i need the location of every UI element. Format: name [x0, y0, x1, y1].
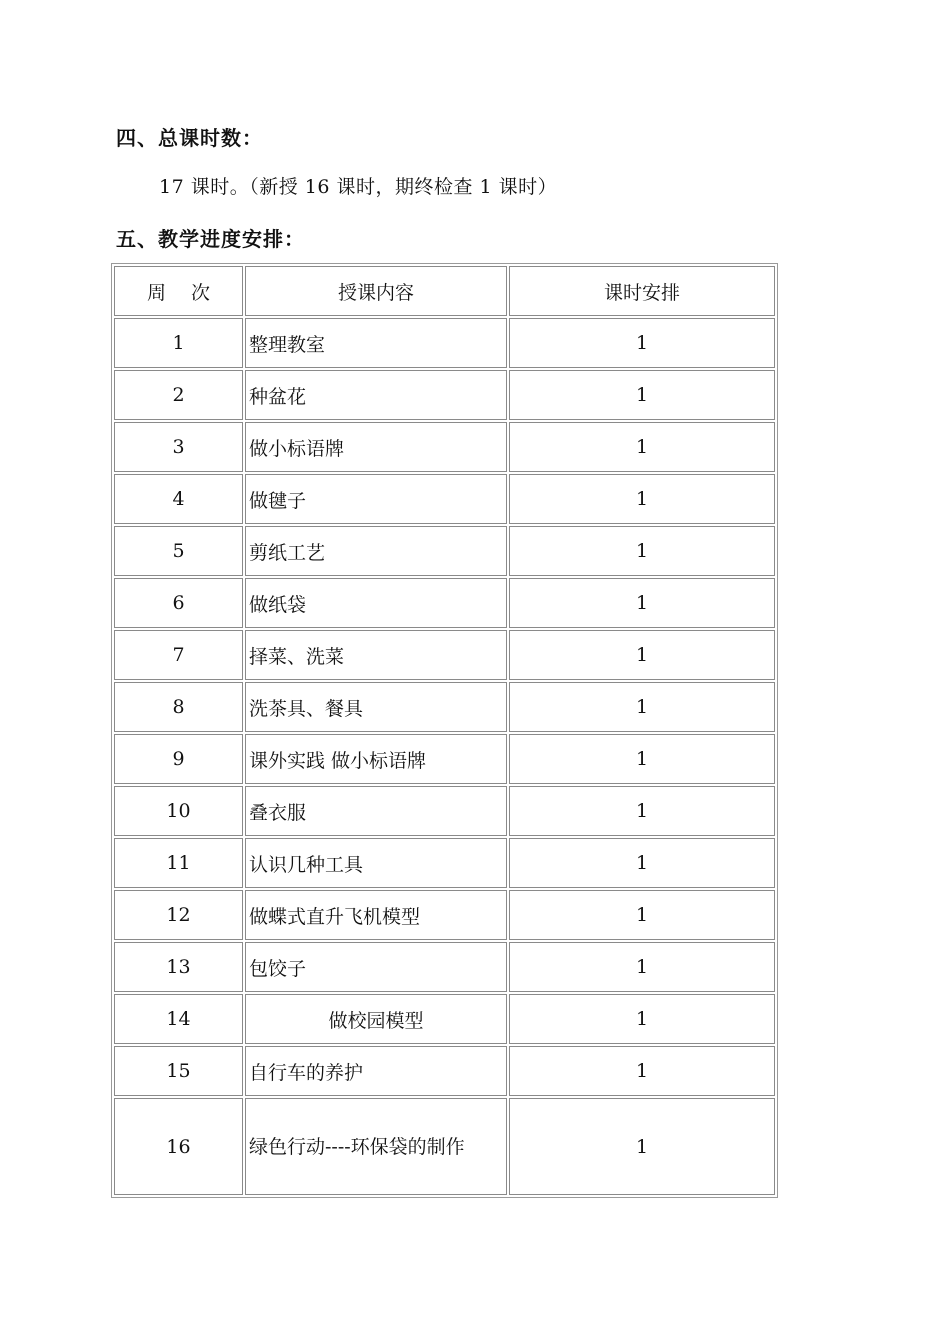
cell-hours: 1: [509, 994, 775, 1044]
schedule-table: [111, 263, 778, 1198]
cell-hours: 1: [509, 734, 775, 784]
table-row: [114, 318, 775, 368]
cell-week: 12: [114, 890, 243, 940]
cell-week: 1: [114, 318, 243, 368]
table-row: [114, 526, 775, 576]
cell-content: 自行车的养护: [245, 1046, 507, 1096]
cell-hours: 1: [509, 1046, 775, 1096]
cell-hours: 1: [509, 630, 775, 680]
cell-hours: 1: [509, 474, 775, 524]
cell-week: 7: [114, 630, 243, 680]
cell-content: 做毽子: [245, 474, 507, 524]
cell-week: 14: [114, 994, 243, 1044]
cell-content: 叠衣服: [245, 786, 507, 836]
total-hours-text: 17 课时。（新授 16 课时，期终检查 1 课时）: [159, 176, 558, 198]
section-4-heading: 四、总课时数：: [116, 126, 263, 150]
table-row: [114, 630, 775, 680]
table-header-row: [114, 266, 775, 316]
cell-week: 3: [114, 422, 243, 472]
cell-content: 做蝶式直升飞机模型: [245, 890, 507, 940]
cell-content: 种盆花: [245, 370, 507, 420]
cell-content: [245, 1098, 507, 1195]
cell-content: 剪纸工艺: [245, 526, 507, 576]
table-row: [114, 838, 775, 888]
table-row: [114, 890, 775, 940]
header-week: 周 次: [114, 266, 243, 316]
table-row: [114, 994, 775, 1044]
table-row: [114, 370, 775, 420]
table-row: [114, 1046, 775, 1096]
cell-content-text: 绿色行动----环保袋的制作: [249, 1135, 465, 1158]
table-row: [114, 734, 775, 784]
section-5-heading: 五、教学进度安排：: [116, 227, 305, 251]
cell-week: 5: [114, 526, 243, 576]
table-row: [114, 578, 775, 628]
cell-hours: 1: [509, 578, 775, 628]
table-row: [114, 422, 775, 472]
cell-week: 11: [114, 838, 243, 888]
cell-content: 课外实践 做小标语牌: [245, 734, 507, 784]
cell-content: 做纸袋: [245, 578, 507, 628]
cell-week: 16: [114, 1098, 243, 1195]
cell-content: 包饺子: [245, 942, 507, 992]
header-content: 授课内容: [245, 266, 507, 316]
cell-week: 2: [114, 370, 243, 420]
cell-week: 9: [114, 734, 243, 784]
table-row: [114, 1098, 775, 1195]
cell-content: 整理教室: [245, 318, 507, 368]
cell-content: 做小标语牌: [245, 422, 507, 472]
table-row: [114, 682, 775, 732]
table-row: [114, 474, 775, 524]
cell-content: 洗茶具、餐具: [245, 682, 507, 732]
cell-hours: 1: [509, 526, 775, 576]
cell-hours: 1: [509, 682, 775, 732]
cell-content: 做校园模型: [245, 994, 507, 1044]
cell-week: 6: [114, 578, 243, 628]
cell-hours: 1: [509, 318, 775, 368]
cell-week: 8: [114, 682, 243, 732]
cell-hours: 1: [509, 942, 775, 992]
cell-hours: 1: [509, 1098, 775, 1195]
header-hours: 课时安排: [509, 266, 775, 316]
cell-week: 4: [114, 474, 243, 524]
cell-hours: 1: [509, 786, 775, 836]
cell-hours: 1: [509, 370, 775, 420]
cell-week: 10: [114, 786, 243, 836]
cell-hours: 1: [509, 422, 775, 472]
cell-content: 认识几种工具: [245, 838, 507, 888]
cell-hours: 1: [509, 838, 775, 888]
table-row: [114, 786, 775, 836]
table-row: [114, 942, 775, 992]
cell-content: 择菜、洗菜: [245, 630, 507, 680]
cell-week: 13: [114, 942, 243, 992]
cell-week: 15: [114, 1046, 243, 1096]
cell-hours: 1: [509, 890, 775, 940]
